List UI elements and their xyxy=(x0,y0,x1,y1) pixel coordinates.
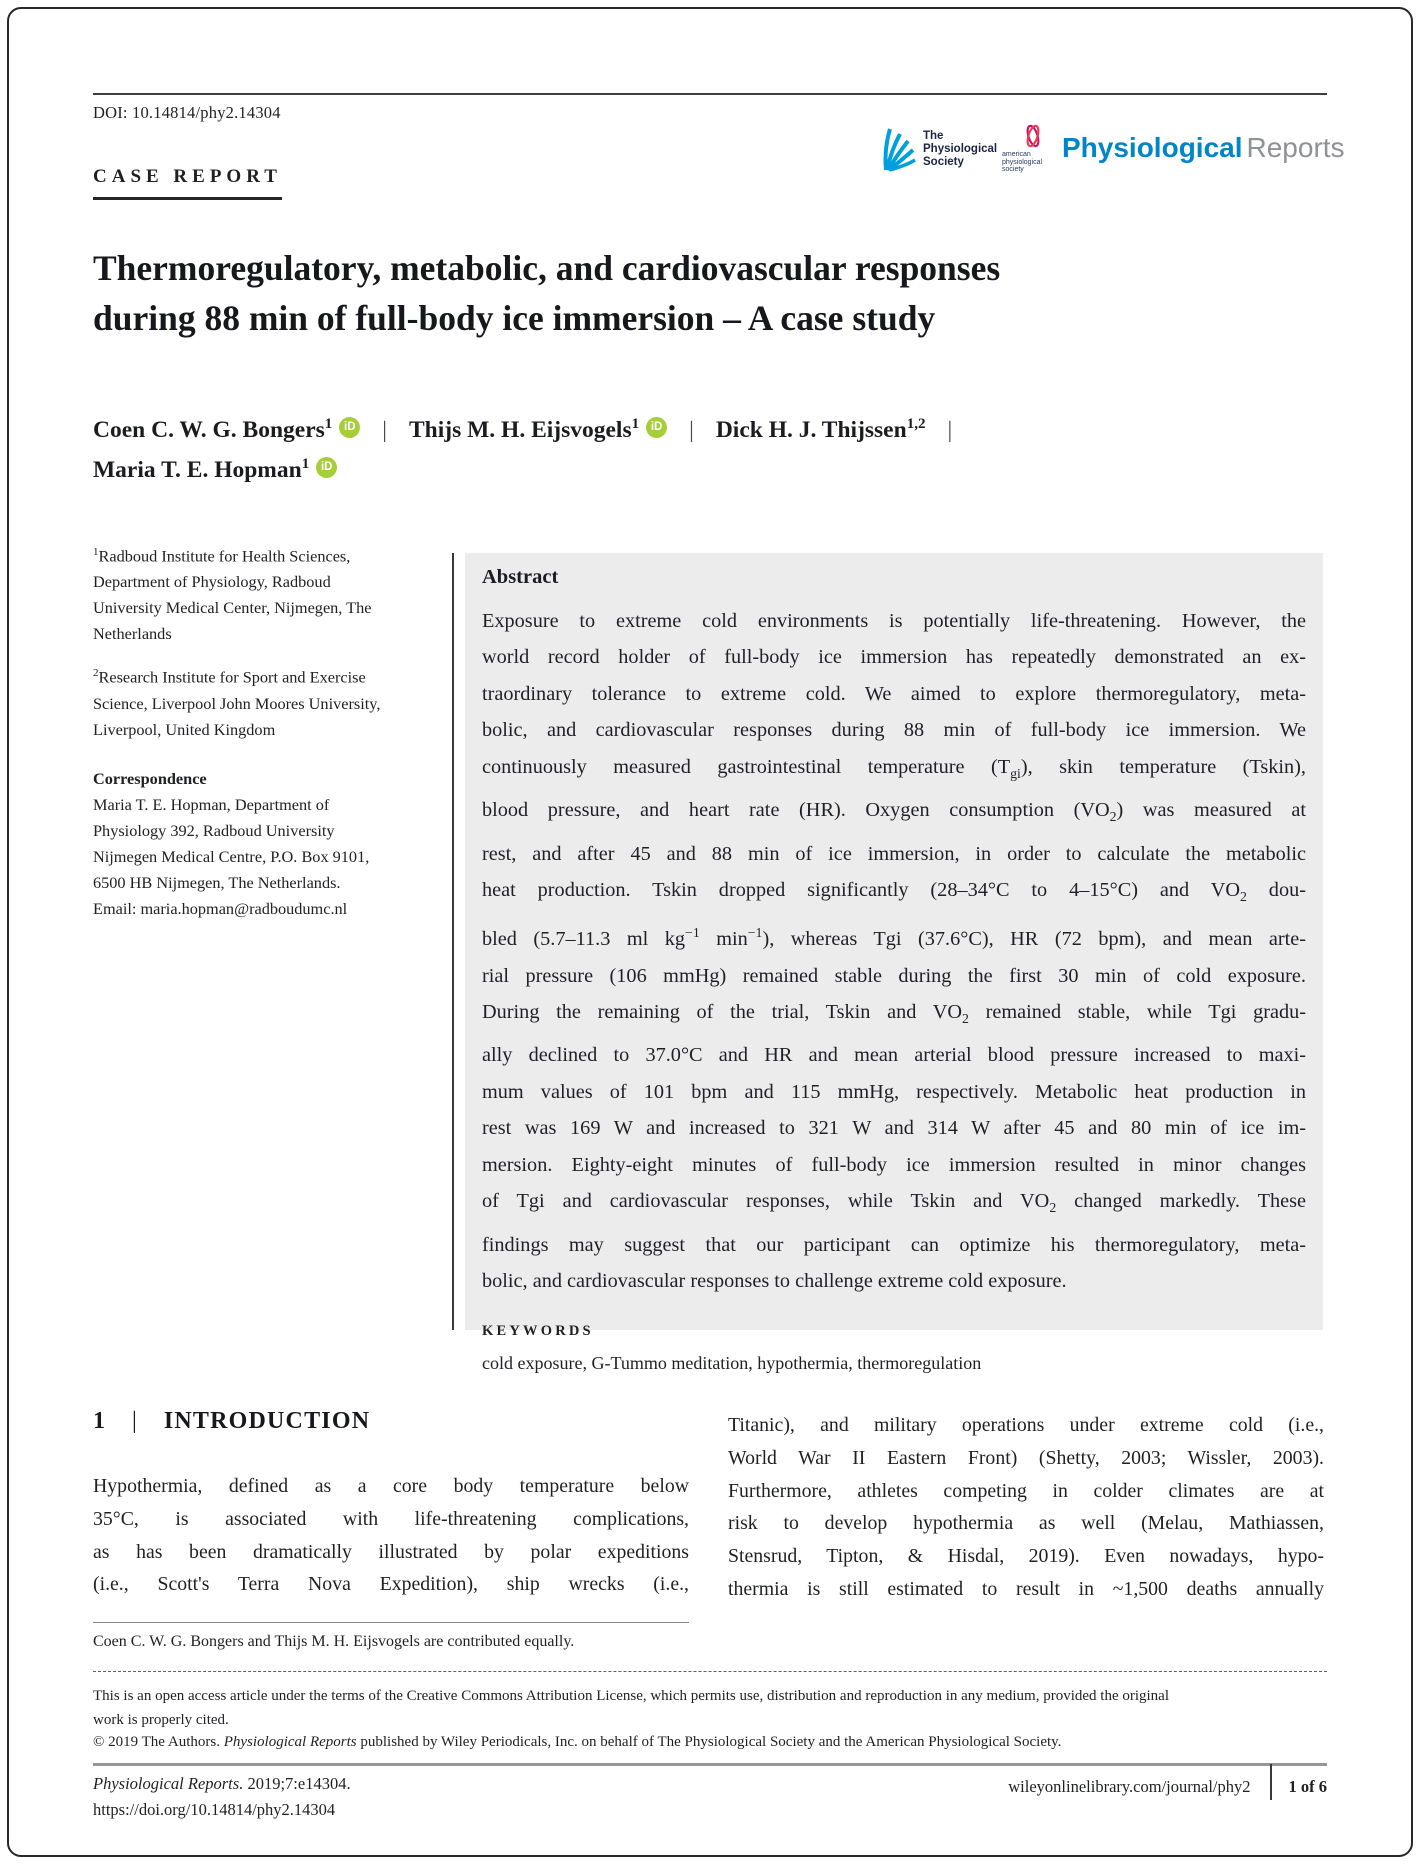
physiological-society-fan-icon xyxy=(880,124,916,172)
affiliation-1: $^1$Radboud Institute for Health Sciences, Department of Physiology, Radboud University Medical Center, Nijmegen, The Netherlands xyxy=(93,546,372,644)
physiological-society-logo xyxy=(880,124,997,172)
footer xyxy=(93,1774,1327,1800)
author-row xyxy=(93,444,974,484)
footnote-rule xyxy=(93,1622,689,1623)
footer-separator xyxy=(1270,1764,1272,1800)
author-name: Coen C. W. G. Bongers$^1$ xyxy=(93,416,333,443)
journal-wordmark: Physiological Reports xyxy=(1062,132,1345,163)
copyright-statement: © 2019 The Authors. Physiological Reports published by Wiley Periodicals, Inc. on behalf of The Physiological Society and the American Physiological Society. xyxy=(93,1734,1062,1750)
author-separator: | xyxy=(382,416,387,443)
footer-right-group xyxy=(1008,1774,1327,1800)
author-name: Dick H. J. Thijssen$^{1,2}$ xyxy=(715,416,926,443)
orcid-icon[interactable]: iD xyxy=(646,417,667,438)
footer-rule xyxy=(93,1763,1327,1766)
doi-line: DOI: 10.14814/phy2.14304 xyxy=(93,103,281,122)
abstract-divider-rule xyxy=(452,553,454,1330)
american-physiological-society-logo xyxy=(1002,122,1054,174)
author-separator: | xyxy=(947,416,953,443)
correspondence-text: Maria T. E. Hopman, Department of Physiology 392, Radboud University Nijmegen Medical Centre, P.O. Box 9101, 6500 HB Nijmegen, The Netherlands. Email: maria.hopman@radboudumc.nl xyxy=(93,794,370,918)
section-heading-introduction xyxy=(93,1408,370,1435)
license-divider-dashed-rule xyxy=(93,1671,1327,1672)
correspondence-heading: Correspondence xyxy=(93,768,207,788)
orcid-icon[interactable]: iD xyxy=(339,417,360,438)
keywords-heading: KEYWORDS xyxy=(482,1323,594,1340)
article-category-label: CASE REPORT xyxy=(93,166,282,200)
article-info-column xyxy=(93,539,398,922)
author-separator: | xyxy=(689,416,694,443)
author-name: Thijs M. H. Eijsvogels$^1$ xyxy=(408,416,640,443)
section-heading-divider: | xyxy=(132,1408,137,1434)
page-number-label: 1 of 6 xyxy=(1288,1777,1327,1796)
affiliation-2: $^2$Research Institute for Sport and Exercise Science, Liverpool John Moores University, Liverpool, United Kingdom xyxy=(93,667,381,739)
journal-url[interactable]: wileyonlinelibrary.com/journal/phy2 xyxy=(1008,1777,1251,1796)
open-access-statement: This is an open access article under the terms of the Creative Commons Attribution License, which permits use, distribution and reproduction in any medium, provided the original work is properly cited. xyxy=(93,1688,1170,1728)
section-heading-text: INTRODUCTION xyxy=(163,1408,371,1434)
abstract-heading: Abstract xyxy=(482,566,559,588)
body-column-left: Hypothermia, defined as a core body temperature below 35°C, is associated with life-threatening complications, as has been dramatically illustrated by polar expeditions (i.e., Scott's Terra Nova Expedition), ship wrecks (i.e., xyxy=(93,1475,689,1596)
author-list xyxy=(93,404,974,484)
journal-citation: Physiological Reports. 2019;7:e14304. xyxy=(93,1774,351,1793)
author-row xyxy=(93,404,974,444)
physiological-society-wordmark: The Physiological Society xyxy=(923,130,998,168)
keywords-list: cold exposure, G-Tummo meditation, hypothermia, thermoregulation xyxy=(482,1353,982,1374)
abstract-section xyxy=(465,553,1323,1374)
email-label: Email: xyxy=(93,898,141,918)
equal-contribution-note: Coen C. W. G. Bongers and Thijs M. H. Eijsvogels are contributed equally. xyxy=(93,1633,575,1650)
orcid-icon[interactable]: iD xyxy=(316,457,337,478)
aps-ribbon-icon xyxy=(1022,122,1044,150)
abstract-body: Exposure to extreme cold environments is potentially life-threatening. However, the world record holder of full-body ice immersion has repeatedly demonstrated an ex- traordinary tolerance to extreme cold. We aimed to explore thermoregulatory, meta- bolic, and cardiovascular responses during 88 min of full-body ice immersion. We continuously measured gastrointestinal temperature $(T_{gi})$, skin temperature (Tskin), blood pressure, and heart rate (HR). Oxygen consumption $(VO_2)$ was measured at rest, and after 45 and 88 min of ice immersion, in order to calculate the metabolic heat production. Tskin dropped significantly (28–34°C to 4–15°C) and $VO_2$ dou- bled (5.7–11.3 ml $kg^{-1}$ $\min^{-1}$), whereas Tgi (37.6°C), HR (72 bpm), and mean arte- rial pressure (106 mmHg) remained stable during the first 30 min of cold exposure. During the remaining of the trial, Tskin and $VO_2$ remained stable, while Tgi gradu- ally declined to 37.0°C and HR and mean arterial blood pressure increased to maxi- mum values of 101 bpm and 115 mmHg, respectively. Metabolic heat production in rest was 169 W and increased to 321 W and 314 W after 45 and 80 min of ice im- mersion. Eighty-eight minutes of full-body ice immersion resulted in minor changes of Tgi and cardiovascular responses, while Tskin and $VO_2$ changed markedly. These findings may suggest that our participant can optimize his thermoregulatory, meta- bolic, and cardiovascular responses to challenge extreme cold exposure. xyxy=(482,610,1307,1292)
section-number: 1 xyxy=(93,1408,105,1434)
aps-wordmark: american physiological society xyxy=(1002,151,1043,174)
doi-url[interactable]: https://doi.org/10.14814/phy2.14304 xyxy=(93,1800,336,1819)
article-title: Thermoregulatory, metabolic, and cardiovascular responses during 88 min of full-body ice immersion – A case study xyxy=(93,248,1001,338)
body-column-right: Titanic), and military operations under extreme cold (i.e., World War II Eastern Front) (Shetty, 2003; Wissler, 2003). Furthermore, athletes competing in colder climates are at risk to develop hypothermia as well (Melau, Mathiassen, Stensrud, Tipton, & Hisdal, 2019). Even nowadays, hypo- thermia is still estimated to result in ~1,500 deaths annually xyxy=(728,1414,1324,1600)
correspondence-email[interactable]: maria.hopman@radboudumc.nl xyxy=(140,898,348,918)
header-rule xyxy=(93,93,1327,95)
author-name: Maria T. E. Hopman$^1$ xyxy=(93,456,310,483)
